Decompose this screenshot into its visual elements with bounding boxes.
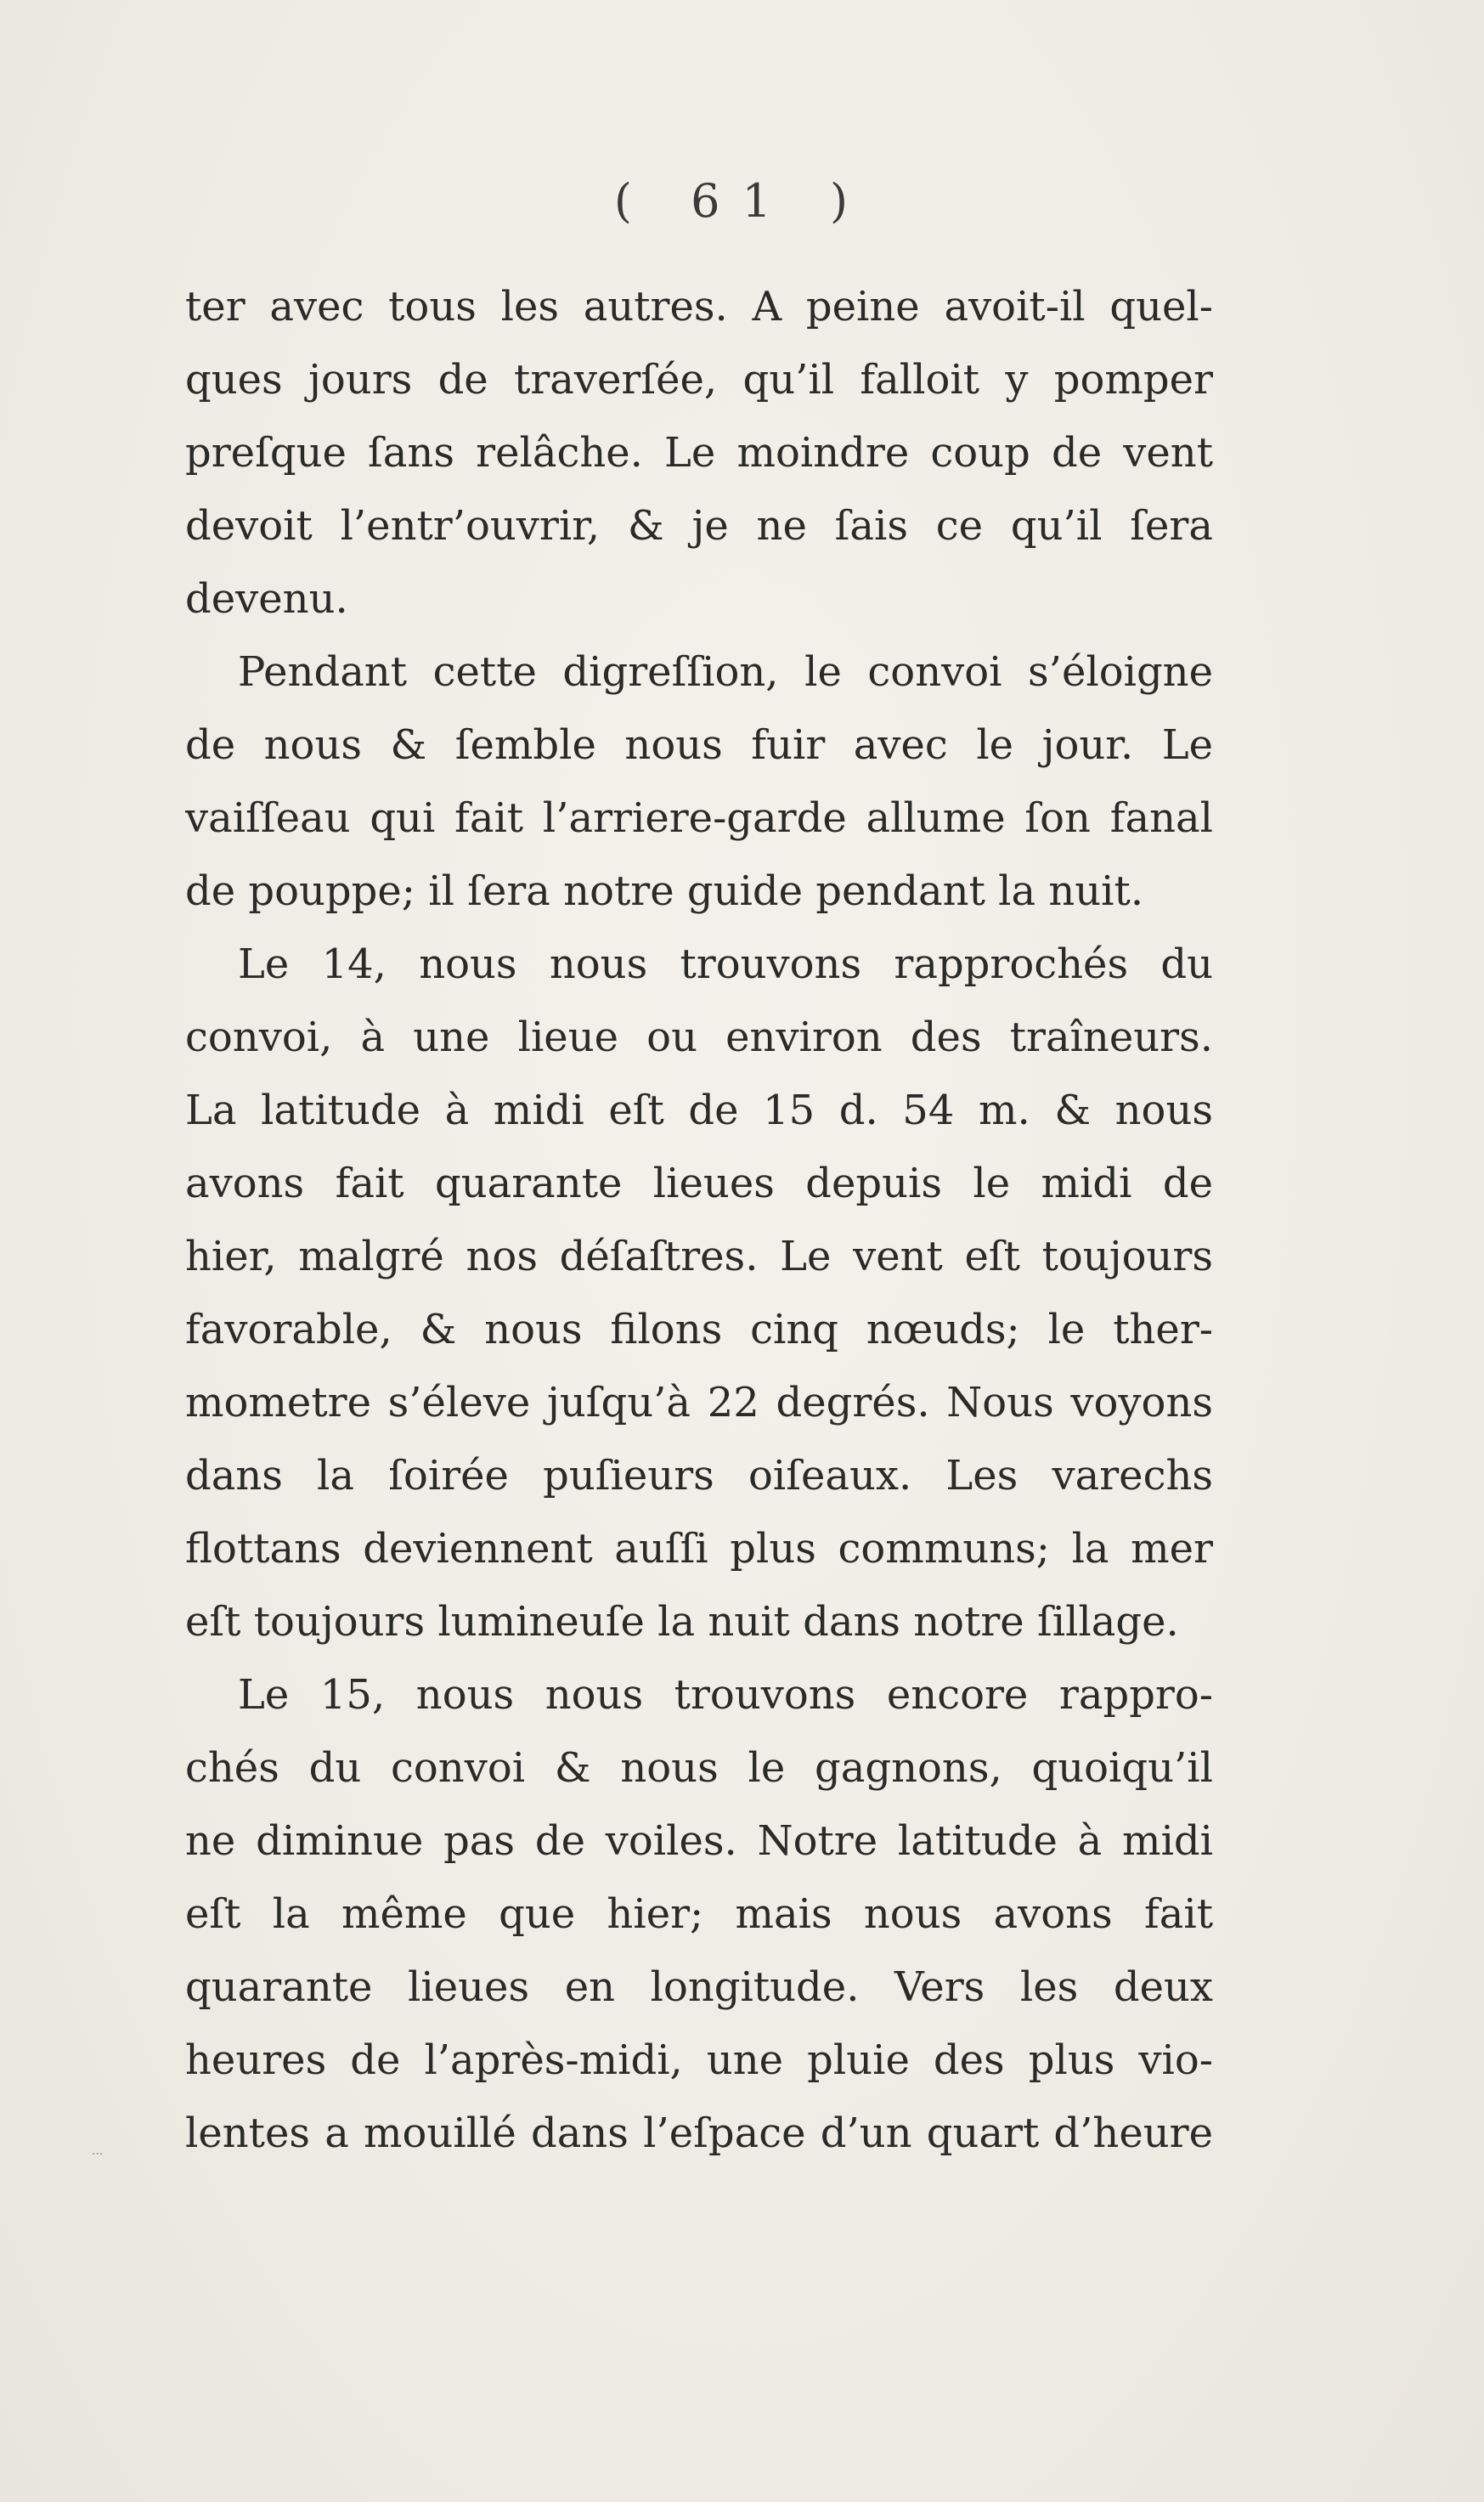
text-line: eſt toujours lumineuſe la nuit dans notre ſillage. bbox=[185, 1598, 1179, 1646]
text-line: ter avec tous les autres. A peine avoit-il quel- bbox=[185, 283, 1213, 330]
text-line: de nous & ſemble nous fuir avec le jour. Le bbox=[185, 721, 1213, 769]
page-number: ( 61 ) bbox=[613, 174, 871, 228]
text-line: avons fait quarante lieues depuis le midi de bbox=[185, 1160, 1213, 1207]
text-line: Pendant cette digreſſion, le convoi s’éloigne bbox=[238, 648, 1213, 696]
text-line: ne diminue pas de voiles. Notre latitude à midi bbox=[185, 1817, 1213, 1865]
text-line: quarante lieues en longitude. Vers les deux bbox=[185, 1963, 1213, 2011]
ink-speck: ·‧· bbox=[92, 2148, 104, 2161]
text-line: lentes a mouillé dans l’eſpace d’un quart d’heure bbox=[185, 2109, 1213, 2157]
text-line: dans la ſoirée puſieurs oiſeaux. Les varechs bbox=[185, 1452, 1213, 1500]
text-line: flottans deviennent auſſi plus communs; la mer bbox=[185, 1525, 1213, 1573]
text-line: favorable, & nous filons cinq nœuds; le ther- bbox=[185, 1306, 1213, 1353]
text-line: convoi, à une lieue ou environ des traîneurs. bbox=[185, 1014, 1213, 1061]
text-line: devoit l’entr’ouvrir, & je ne ſais ce qu’il ſera bbox=[185, 502, 1213, 550]
text-line: vaiſſeau qui fait l’arriere-garde allume ſon fanal bbox=[185, 794, 1213, 842]
text-line: chés du convoi & nous le gagnons, quoiqu’il bbox=[185, 1744, 1213, 1792]
text-line: eſt la même que hier; mais nous avons fait bbox=[185, 1890, 1213, 1938]
text-line: Le 15, nous nous trouvons encore rappro- bbox=[238, 1671, 1213, 1719]
text-line: La latitude à midi eſt de 15 d. 54 m. & nous bbox=[185, 1087, 1213, 1134]
text-line: devenu. bbox=[185, 575, 348, 623]
text-line: heures de l’après-midi, une pluie des plus vio- bbox=[185, 2036, 1213, 2084]
text-line: preſque ſans relâche. Le moindre coup de vent bbox=[185, 429, 1213, 477]
body-text bbox=[185, 270, 1213, 2170]
text-line: Le 14, nous nous trouvons rapprochés du bbox=[238, 940, 1213, 988]
text-line: ques jours de traverſée, qu’il falloit y pomper bbox=[185, 356, 1213, 404]
text-line: hier, malgré nos déſaſtres. Le vent eſt toujours bbox=[185, 1233, 1213, 1280]
text-line: de pouppe; il ſera notre guide pendant la nuit. bbox=[185, 867, 1144, 915]
text-line: mometre s’éleve juſqu’à 22 degrés. Nous voyons bbox=[185, 1379, 1213, 1426]
